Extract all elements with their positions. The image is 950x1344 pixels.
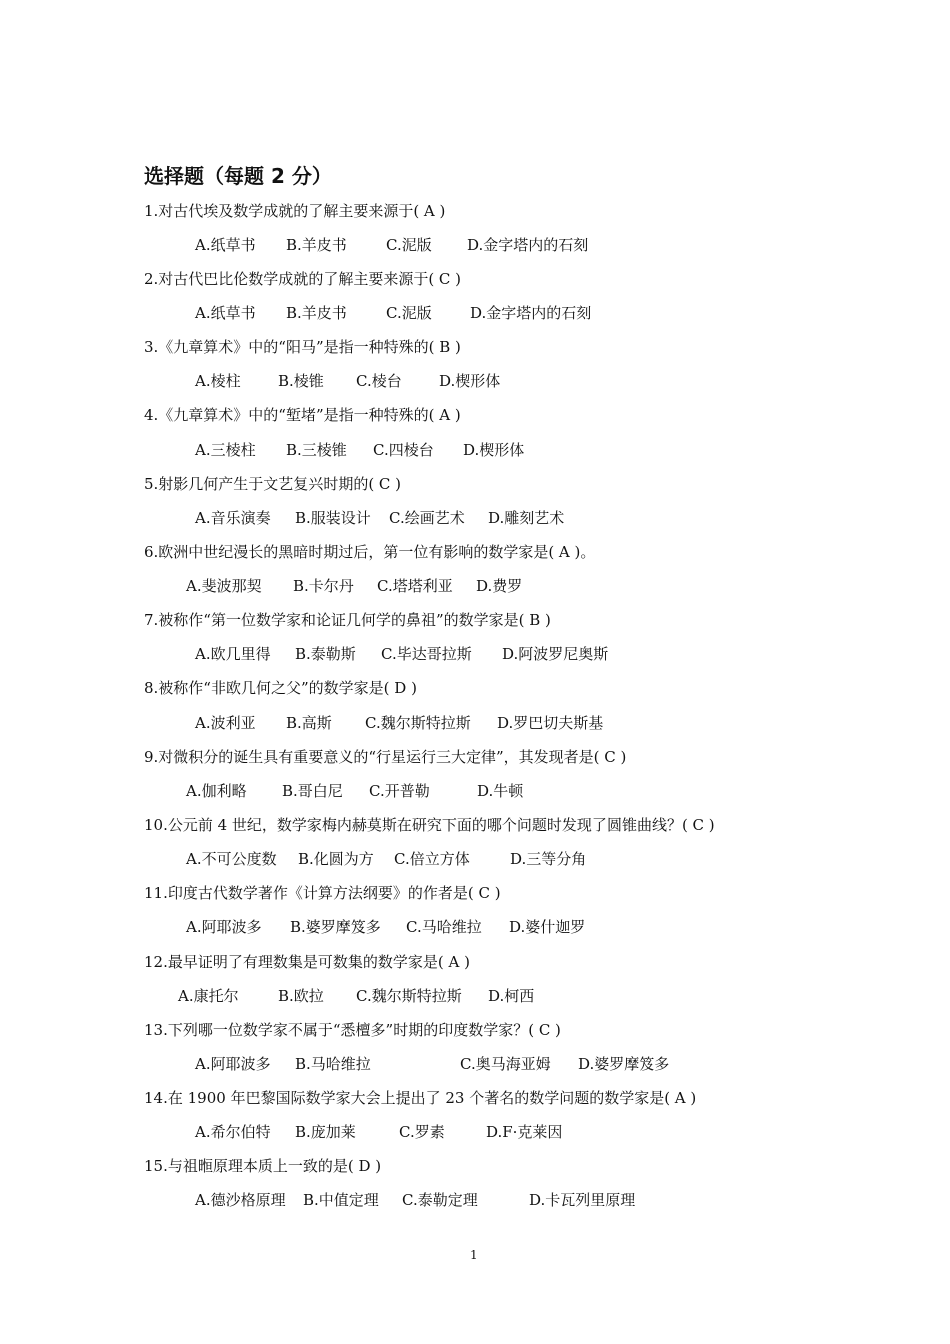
option-d: D.金字塔内的石刻 xyxy=(467,236,589,254)
question-9: 9.对微积分的诞生具有重要意义的“行星运行三大定律”，其发现者是( C ) xyxy=(144,748,627,766)
option-d: D.阿波罗尼奥斯 xyxy=(502,645,609,663)
option-a: A.阿耶波多 xyxy=(195,1055,271,1073)
question-12: 12.最早证明了有理数集是可数集的数学家是( A ) xyxy=(144,953,470,971)
option-a: A.伽利略 xyxy=(186,782,247,800)
option-b: B.卡尔丹 xyxy=(293,577,354,595)
option-c: C.泰勒定理 xyxy=(402,1191,478,1209)
option-b: B.三棱锥 xyxy=(286,441,347,459)
option-b: B.服装设计 xyxy=(295,509,371,527)
option-d: D.婆什迦罗 xyxy=(509,918,586,936)
section-title: 选择题（每题 2 分） xyxy=(144,164,332,188)
option-a: A.阿耶波多 xyxy=(186,918,262,936)
option-b: B.羊皮书 xyxy=(286,304,347,322)
option-b: B.婆罗摩笈多 xyxy=(290,918,381,936)
option-d: D.金字塔内的石刻 xyxy=(470,304,592,322)
question-10: 10.公元前 4 世纪，数学家梅内赫莫斯在研究下面的哪个问题时发现了圆锥曲线？( C ) xyxy=(144,816,715,834)
question-15: 15.与祖暅原理本质上一致的是( D ) xyxy=(144,1157,382,1175)
option-d: D.柯西 xyxy=(488,987,535,1005)
question-14: 14.在 1900 年巴黎国际数学家大会上提出了 23 个著名的数学问题的数学家是( A ) xyxy=(144,1089,697,1107)
question-8: 8.被称作“非欧几何之父”的数学家是( D ) xyxy=(144,679,417,697)
option-a: A.音乐演奏 xyxy=(195,509,271,527)
option-b: B.化圆为方 xyxy=(298,850,374,868)
option-c: C.罗素 xyxy=(399,1123,445,1141)
option-a: A.纸草书 xyxy=(195,236,256,254)
question-7: 7.被称作“第一位数学家和论证几何学的鼻祖”的数学家是( B ) xyxy=(144,611,551,629)
option-b: B.棱锥 xyxy=(278,372,324,390)
option-a: A.康托尔 xyxy=(178,987,239,1005)
option-d: D.三等分角 xyxy=(510,850,587,868)
option-d: D.楔形体 xyxy=(463,441,525,459)
option-d: D.罗巴切夫斯基 xyxy=(497,714,604,732)
option-d: D.F·克莱因 xyxy=(486,1123,563,1141)
option-c: C.绘画艺术 xyxy=(389,509,465,527)
option-c: C.倍立方体 xyxy=(394,850,470,868)
option-d: D.牛顿 xyxy=(477,782,524,800)
question-2: 2.对古代巴比伦数学成就的了解主要来源于( C ) xyxy=(144,270,462,288)
option-c: C.棱台 xyxy=(356,372,402,390)
question-11: 11.印度古代数学著作《计算方法纲要》的作者是( C ) xyxy=(144,884,501,902)
option-c: C.泥版 xyxy=(386,236,432,254)
option-c: C.毕达哥拉斯 xyxy=(381,645,472,663)
question-6: 6.欧洲中世纪漫长的黑暗时期过后，第一位有影响的数学家是( A )。 xyxy=(144,543,596,561)
option-a: A.不可公度数 xyxy=(186,850,277,868)
option-c: C.开普勒 xyxy=(369,782,430,800)
option-a: A.三棱柱 xyxy=(195,441,256,459)
option-a: A.波利亚 xyxy=(195,714,256,732)
option-c: C.魏尔斯特拉斯 xyxy=(365,714,471,732)
option-a: A.纸草书 xyxy=(195,304,256,322)
option-d: D.费罗 xyxy=(476,577,523,595)
option-b: B.欧拉 xyxy=(278,987,324,1005)
option-d: D.楔形体 xyxy=(439,372,501,390)
question-5: 5.射影几何产生于文艺复兴时期的( C ) xyxy=(144,475,402,493)
option-c: C.魏尔斯特拉斯 xyxy=(356,987,462,1005)
option-b: B.马哈维拉 xyxy=(295,1055,371,1073)
option-b: B.中值定理 xyxy=(303,1191,379,1209)
option-b: B.泰勒斯 xyxy=(295,645,356,663)
option-b: B.高斯 xyxy=(286,714,332,732)
question-3: 3.《九章算术》中的“阳马”是指一种特殊的( B ) xyxy=(144,338,461,356)
option-d: D.卡瓦列里原理 xyxy=(529,1191,636,1209)
option-c: C.马哈维拉 xyxy=(406,918,482,936)
option-b: B.庞加莱 xyxy=(295,1123,356,1141)
option-a: A.欧几里得 xyxy=(195,645,271,663)
option-c: C.塔塔利亚 xyxy=(377,577,453,595)
question-4: 4.《九章算术》中的“堑堵”是指一种特殊的( A ) xyxy=(144,406,461,424)
option-a: A.斐波那契 xyxy=(186,577,262,595)
question-13: 13.下列哪一位数学家不属于“悉檀多”时期的印度数学家？( C ) xyxy=(144,1021,561,1039)
option-c: C.四棱台 xyxy=(373,441,434,459)
option-c: C.泥版 xyxy=(386,304,432,322)
option-a: A.棱柱 xyxy=(195,372,241,390)
option-b: B.羊皮书 xyxy=(286,236,347,254)
option-d: D.雕刻艺术 xyxy=(488,509,565,527)
option-b: B.哥白尼 xyxy=(282,782,343,800)
page-number: 1 xyxy=(470,1248,478,1262)
option-c: C.奥马海亚姆 xyxy=(460,1055,551,1073)
option-a: A.希尔伯特 xyxy=(195,1123,271,1141)
question-1: 1.对古代埃及数学成就的了解主要来源于( A ) xyxy=(144,202,446,220)
option-d: D.婆罗摩笈多 xyxy=(578,1055,670,1073)
option-a: A.德沙格原理 xyxy=(195,1191,286,1209)
